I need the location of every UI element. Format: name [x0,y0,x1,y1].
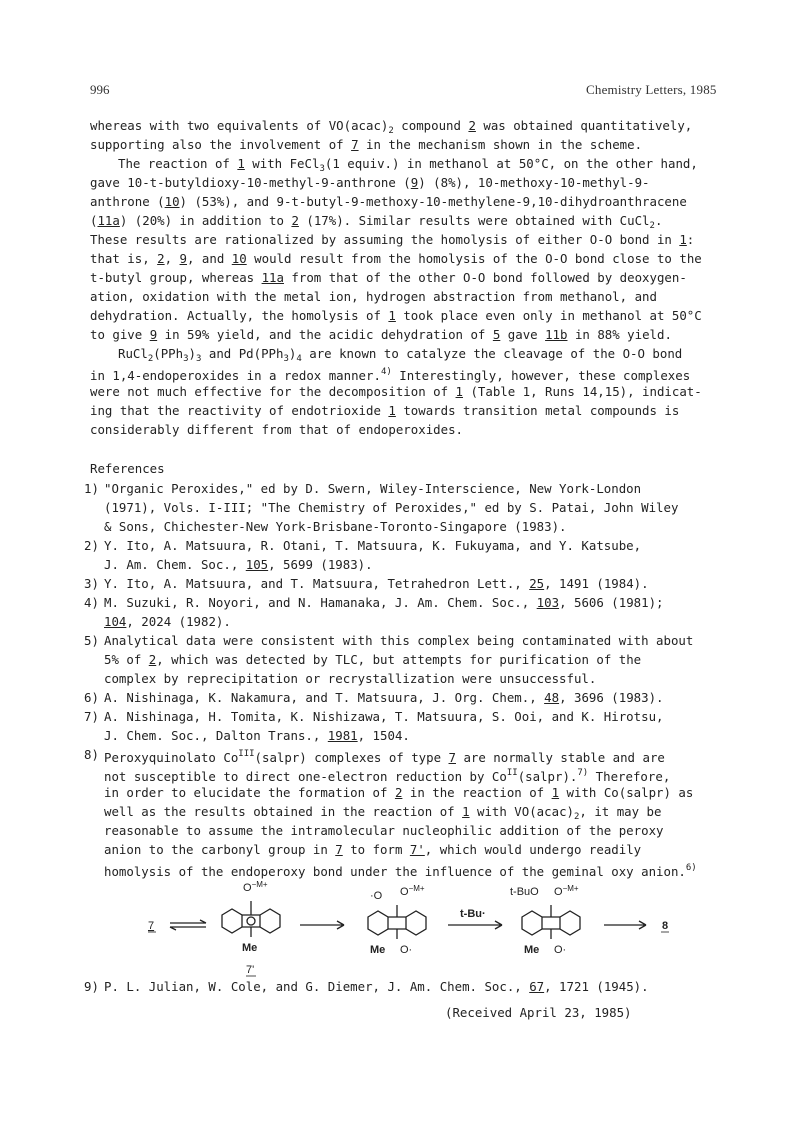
text-line: supporting also the involvement of 7 in the mechanism shown in the scheme. [90,137,643,152]
reaction-scheme [130,877,690,977]
reference-number: 1) [84,481,99,496]
references-heading: References [90,461,165,476]
text-line: P. L. Julian, W. Cole, and G. Diemer, J. Am. Chem. Soc., 67, 1721 (1945). [104,979,649,994]
journal-name: Chemistry Letters, 1985 [586,82,717,97]
structure-intermediate [368,905,426,939]
reference-number: 3) [84,576,99,591]
text-line: in order to elucidate the formation of 2 in the reaction of 1 with Co(salpr) as [104,785,694,800]
compound-label: 7 [148,920,155,932]
reaction-arrow [300,921,344,929]
text-line: These results are rationalized by assuming the homolysis of either O-O bond in 1: [90,232,695,247]
text-line: M. Suzuki, R. Noyori, and N. Hamanaka, J. Am. Chem. Soc., 103, 5606 (1981); [104,595,664,610]
text-line: anion to the carbonyl group in 7 to form 7', which would undergo readily [104,842,642,857]
received-date: (Received April 23, 1985) [445,1005,632,1020]
structure-tbuo-product [522,905,580,939]
text-line: dehydration. Actually, the homolysis of 1 took place even only in methanol at 50°C [90,308,702,323]
radical-o-label: ·O [370,890,383,902]
tbuo-label: t-BuO [510,886,539,898]
text-line: Analytical data were consistent with this complex being contaminated with about [104,633,694,648]
om-label: $O^{-M+}$ [554,884,579,898]
reference-number: 9) [84,979,99,994]
text-line: gave 10-t-butyldioxy-10-methyl-9-anthrone (9) (8%), 10-methoxy-10-methyl-9- [90,175,650,190]
equilibrium-arrow-back [170,927,206,930]
o-radical-label: O· [400,944,413,956]
reference-number: 6) [84,690,99,705]
me-label: Me [242,942,258,954]
text-line: The reaction of 1 with FeCl$_3$(1 equiv.) in methanol at 50°C, on the other hand, [118,156,698,174]
me-label: Me [370,944,386,956]
equilibrium-arrow-forward [170,920,206,923]
structure-7-prime [222,901,280,937]
me-label: Me [524,944,540,956]
reaction-arrow [604,921,646,929]
text-line: ing that the reactivity of endotrioxide 1 towards transition metal compounds is [90,403,680,418]
reference-number: 4) [84,595,99,610]
text-line: Y. Ito, A. Matsuura, R. Otani, T. Matsuura, K. Fukuyama, and Y. Katsube, [104,538,642,553]
text-line: well as the results obtained in the reaction of 1 with $VO(acac)_2$, it may be [104,804,662,822]
text-line: were not much effective for the decomposition of 1 (Table 1, Runs 14,15), indicat- [90,384,702,399]
reference-number: 8) [84,747,99,762]
text-line: in 1,4-endoperoxides in a redox manner.$^{4)}$ Interestingly, however, these complexes [90,367,691,383]
reference-number: 2) [84,538,99,553]
text-line: reasonable to assume the intramolecular nucleophilic addition of the peroxy [104,823,664,838]
text-line: not susceptible to direct one-electron reduction by $Co^{II}(salpr).^{7)}$ Therefore, [104,768,671,784]
text-line: to give 9 in 59% yield, and the acidic dehydration of 5 gave 11b in 88% yield. [90,327,672,342]
compound-label: 7' [246,964,255,976]
text-line: anthrone (10) (53%), and 9-t-butyl-9-methoxy-10-methylene-9,10-dihydroanthracene [90,194,687,209]
text-line: 5% of 2, which was detected by TLC, but attempts for purification of the [104,652,642,667]
text-line: "Organic Peroxides," ed by D. Swern, Wiley-Interscience, New York-London [104,481,642,496]
reaction-arrow [448,921,502,929]
text-line: $RuCl_2(PPh_3)_3$ and $Pd(PPh_3)_4$ are known to catalyze the cleavage of the O-O bond [118,346,683,364]
text-line: & Sons, Chichester-New York-Brisbane-Toronto-Singapore (1983). [104,519,567,534]
reference-number: 7) [84,709,99,724]
text-line: complex by reprecipitation or recrystallization were unsuccessful. [104,671,597,686]
text-line: that is, 2, 9, and 10 would result from the homolysis of the O-O bond close to the [90,251,702,266]
text-line: A. Nishinaga, K. Nakamura, and T. Matsuura, J. Org. Chem., 48, 3696 (1983). [104,690,664,705]
compound-label: 8 [662,920,669,932]
text-line: J. Chem. Soc., Dalton Trans., 1981, 1504. [104,728,410,743]
text-line: t-butyl group, whereas 11a from that of the other O-O bond followed by deoxygen- [90,270,687,285]
reagent-label: t-Bu· [460,908,486,920]
reference-number: 5) [84,633,99,648]
o-radical-label: O· [554,944,567,956]
om-label: $O^{-M+}$ [243,880,268,894]
text-line: A. Nishinaga, H. Tomita, K. Nishizawa, T. Matsuura, S. Ooi, and K. Hirotsu, [104,709,664,724]
text-line: (1971), Vols. I-III; "The Chemistry of Peroxides," ed by S. Patai, John Wiley [104,500,679,515]
text-line: homolysis of the endoperoxy bond under the influence of the geminal oxy anion.$^{6)}$ [104,863,697,879]
text-line: ation, oxidation with the metal ion, hydrogen abstraction from methanol, and [90,289,657,304]
text-line: J. Am. Chem. Soc., 105, 5699 (1983). [104,557,373,572]
text-line: Y. Ito, A. Matsuura, and T. Matsuura, Tetrahedron Lett., 25, 1491 (1984). [104,576,649,591]
page-number: 996 [90,82,110,97]
text-line: considerably different from that of endoperoxides. [90,422,463,437]
text-line: whereas with two equivalents of $VO(acac)_2$ compound 2 was obtained quantitatively, [90,118,693,136]
text-line: 104, 2024 (1982). [104,614,231,629]
text-line: (11a) (20%) in addition to 2 (17%). Similar results were obtained with CuCl$_2$. [90,213,663,231]
om-label: $O^{-M+}$ [400,884,425,898]
text-line: Peroxyquinolato $Co^{III}(salpr)$ complexes of type 7 are normally stable and are [104,749,665,765]
